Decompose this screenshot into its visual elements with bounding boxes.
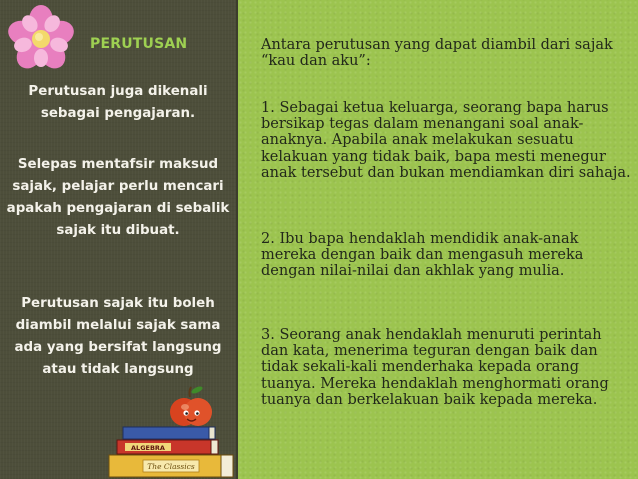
book-label-classics: The Classics xyxy=(147,462,195,471)
apple-icon xyxy=(170,385,212,426)
right-point-2: 2. Ibu bapa hendaklah mendidik anak-anak mereka dengan baik dan mengasuh mereka dengan nilai-nilai dan akhlak yang mulia. xyxy=(261,231,584,280)
slide-title: PERUTUSAN xyxy=(90,36,188,52)
left-text-interpretation: Selepas mentafsir maksud sajak, pelajar perlu mencari apakah pengajaran di sebalik sajak itu dibuat. xyxy=(6,157,230,238)
pink-flower-icon xyxy=(4,4,78,74)
left-text-message-type: Perutusan sajak itu boleh diambil melalui sajak sama ada yang bersifat langsung atau tidak langsung xyxy=(14,296,222,377)
left-text-definition: Perutusan juga dikenali sebagai pengajaran. xyxy=(28,84,208,121)
right-point-3: 3. Seorang anak hendaklah menuruti perintah dan kata, menerima teguran dengan baik dan tidak sekali-kali menderhaka kepada orang tuanya. Mereka hendaklah menghormati orang tuanya dan berkelakuan baik kepada mereka. xyxy=(261,327,609,408)
apple-on-books-icon xyxy=(103,384,237,479)
book-label-algebra: ALGEBRA xyxy=(131,444,165,452)
right-intro-text: Antara perutusan yang dapat diambil dari sajak “kau dan aku”: xyxy=(261,37,613,70)
right-point-1: 1. Sebagai ketua keluarga, seorang bapa harus bersikap tegas dalam menangani soal anak-anaknya. Apabila anak melakukan sesuatu kelakuan yang tidak baik, bapa mesti menegur anak tersebut dan bukan mendiamkan diri sahaja. xyxy=(261,100,631,181)
